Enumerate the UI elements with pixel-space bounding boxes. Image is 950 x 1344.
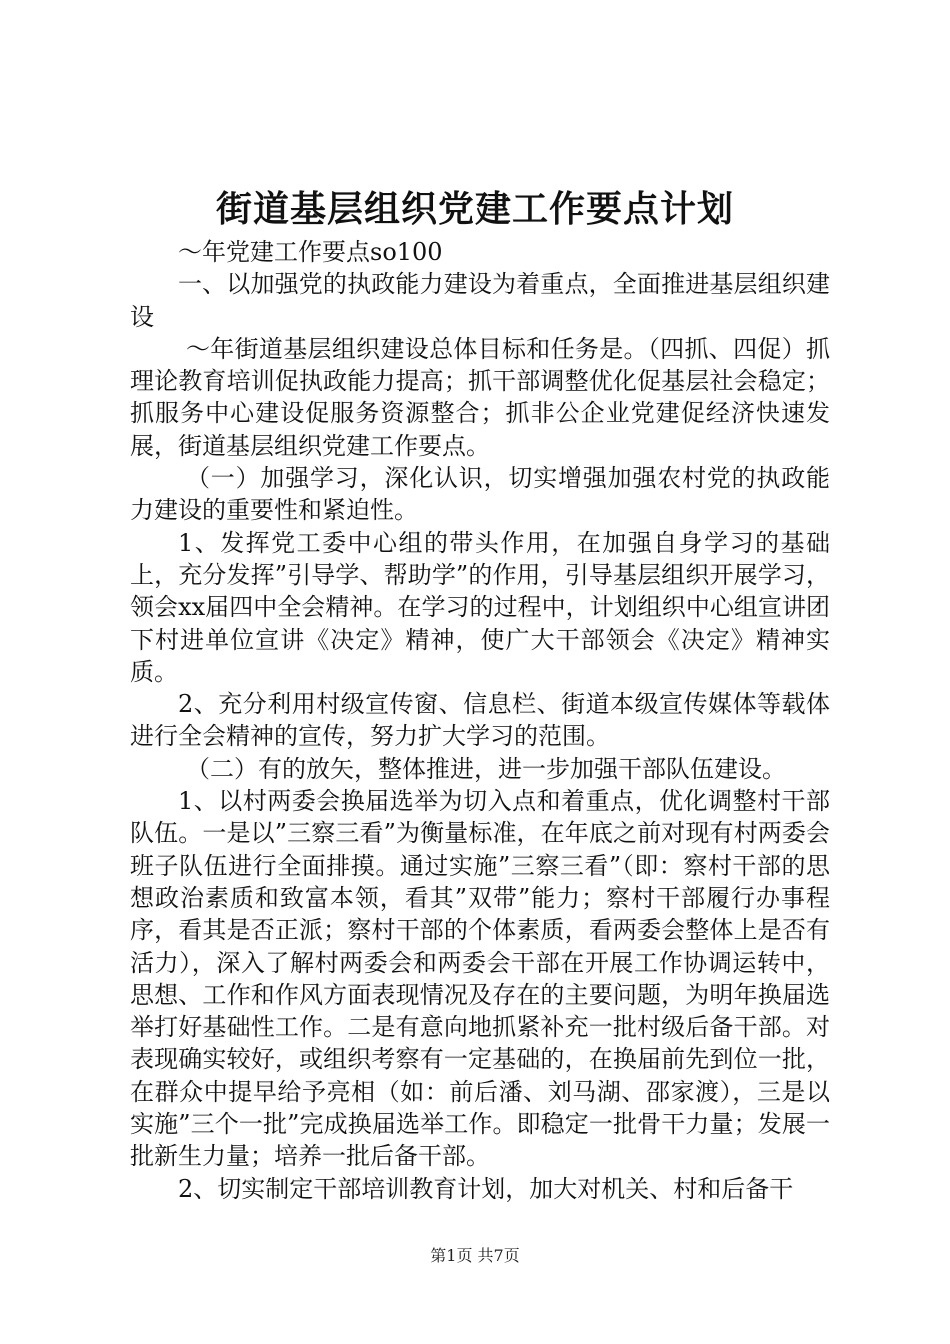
paragraph-item-1-1: 1、发挥党工委中心组的带头作用，在加强自身学习的基础上，充分发挥”引导学、帮助学”的作用，引导基层组织开展学习，领会xx届四中全会精神。在学习的过程中，计划组织中心组宣讲团下村进单位宣讲《决定》精神，使广大干部领会《决定》精神实质。 [130,528,830,686]
paragraph-item-2-1: 1、以村两委会换届选举为切入点和着重点，优化调整村干部队伍。一是以”三察三看”为衡量标准，在年底之前对现有村两委会班子队伍进行全面排摸。通过实施”三察三看”（即：察村干部的思想政治素质和致富本领，看其”双带”能力；察村干部履行办事程序，看其是否正派；察村干部的个体素质，看两委会整体上是否有活力），深入了解村两委会和两委会干部在开展工作协调运转中，思想、工作和作风方面表现情况及存在的主要问题，为明年换届选举打好基础性工作。二是有意向地抓紧补充一批村级后备干部。对表现确实较好，或组织考察有一定基础的，在换届前先到位一批，在群众中提早给予亮相（如：前后潘、刘马湖、邵家渡），三是以实施”三个一批”完成换届选举工作。即稳定一批骨干力量；发展一批新生力量；培养一批后备干部。 [130,787,830,1171]
paragraph-overall-goals: ～年街道基层组织建设总体目标和任务是。（四抓、四促）抓理论教育培训促执政能力提高；抓干部调整优化促基层社会稳定；抓服务中心建设促服务资源整合；抓非公企业党建促经济快速发展，街道基层组织党建工作要点。 [130,334,830,460]
paragraph-item-2-2: 2、切实制定干部培训教育计划，加大对机关、村和后备干 [178,1174,794,1203]
paragraph-subheading-2: （二）有的放矢，整体推进，进一步加强干部队伍建设。 [186,754,786,783]
paragraph-year-points: ～年党建工作要点so100 [178,238,443,266]
document-title: 街道基层组织党建工作要点计划 [215,188,734,230]
document-body [130,236,830,1205]
paragraph-subheading-1: （一）加强学习，深化认识，切实增强加强农村党的执政能力建设的重要性和紧迫性。 [130,464,830,525]
paragraph-item-1-2: 2、充分利用村级宣传窗、信息栏、街道本级宣传媒体等载体进行全会精神的宣传，努力扩大学习的范围。 [130,690,830,751]
paragraph-section-heading-1: 一、以加强党的执政能力建设为着重点，全面推进基层组织建设 [130,270,830,331]
page-number-footer: 第1页 共7页 [430,1246,520,1265]
